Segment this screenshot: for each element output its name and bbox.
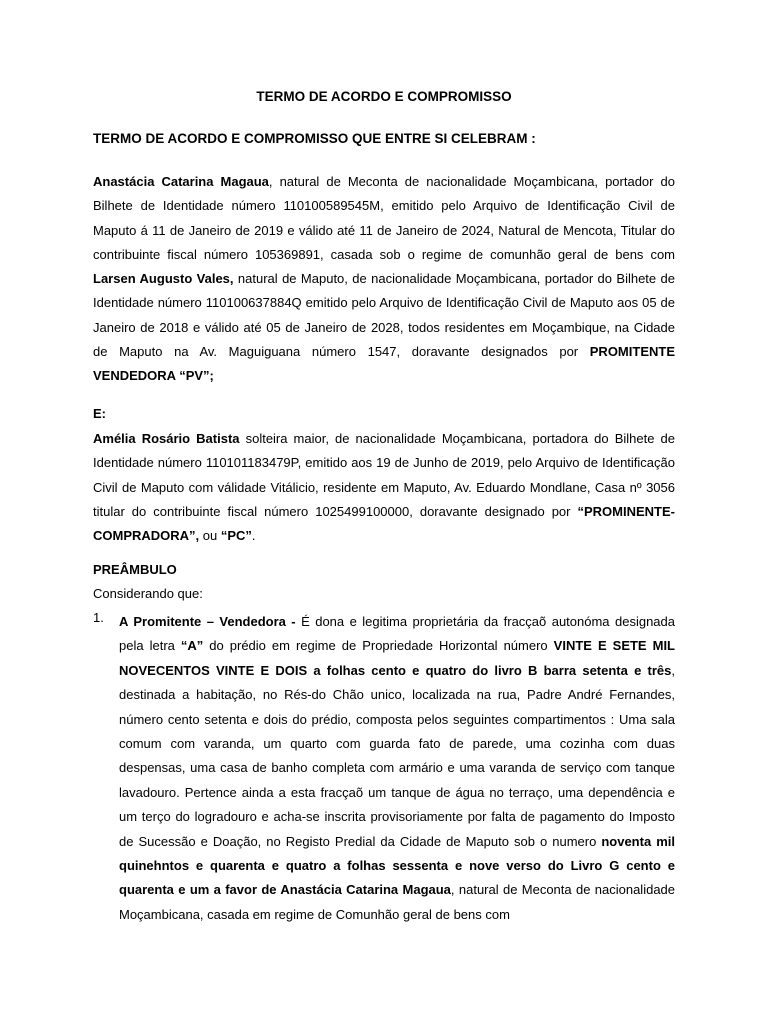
item1-bold1: VINTE E SETE MIL NOVECENTOS VINTE E DOIS a folhas cento e quatro do livro B barra setenta e três bbox=[119, 638, 675, 678]
document-title: TERMO DE ACORDO E COMPROMISSO bbox=[256, 89, 512, 104]
party1-text1: , natural de Meconta de nacionalidade Moçambicana, portador do Bilhete de Identidade número 110100589545M, emitido pelo Arquivo de Identificação Civil de Maputo á 11 de Janeiro de 2019 e válido até 11 de Janeiro de 2024, Natural de Mencota, Titular do contribuinte fiscal número 105369891, casada sob o regime de comunhão geral de bens com bbox=[93, 174, 675, 262]
considering-label: Considerando que: bbox=[93, 586, 203, 601]
item1-lead: A Promitente – Vendedora - bbox=[119, 614, 296, 629]
party2-paragraph bbox=[93, 427, 675, 548]
party2-designation: “PROMINENTE-COMPRADORA”, bbox=[93, 503, 675, 544]
document-subtitle: TERMO DE ACORDO E COMPROMISSO QUE ENTRE SI CELEBRAM : bbox=[93, 131, 536, 146]
item1-text2: do prédio em regime de Propriedade Horizontal número bbox=[203, 638, 554, 654]
party2-text2: ou bbox=[199, 528, 221, 544]
item1-text1: É dona e legitima proprietária da fracçaõ autonóma designada pela letra bbox=[119, 614, 675, 654]
party2-end: . bbox=[251, 528, 256, 544]
party2-name: Amélia Rosário Batista bbox=[93, 431, 240, 446]
party2-abbr: “PC” bbox=[220, 528, 252, 544]
list-item-number: 1. bbox=[93, 610, 104, 625]
item1-letter: “A” bbox=[180, 638, 204, 654]
party1-paragraph bbox=[93, 170, 675, 389]
item1-text3: , destinada a habitação, no Rés-do Chão unico, localizada na rua, Padre André Fernandes, número cento setenta e dois do prédio, composta pelos seguintes compartimentos : Uma sala comum com varanda, um quarto com guarda fato de parede, uma cozinha com duas despensas, uma casa de banho completa com armário e uma varanda de serviço com tanque lavadouro. Pertence ainda a esta fracçaõ um tanque de água no terraço, uma dependência e um terço do logradouro e acha-se inscrita provisoriamente por falta de pagamento do Imposto de Sucessão e Doação, no Registo Predial da Cidade de Maputo sob o numero bbox=[119, 662, 675, 849]
party1-name: Anastácia Catarina Magaua bbox=[93, 174, 269, 189]
party1-text2: natural de Maputo, de nacionalidade Moçambicana, portador do Bilhete de Identidade número 110100637884Q emitido pelo Arquivo de Identificação Civil de Maputo aos 05 de Janeiro de 2018 e válido até 05 de Janeiro de 2028, todos residentes em Moçambique, na Cidade de Maputo na Av. Maguiguana número 1547, doravante designados por bbox=[93, 271, 676, 360]
item1-bold2: noventa mil quinehntos e quarenta e quatro a folhas sessenta e nove verso do Livro G cento e quarenta e um a favor de Anastácia Catarina Magaua bbox=[119, 833, 675, 898]
party1-spouse: Larsen Augusto Vales, bbox=[93, 271, 234, 287]
separator-label: E: bbox=[93, 406, 106, 421]
preamble-heading: PREÂMBULO bbox=[93, 562, 177, 577]
party2-text1: solteira maior, de nacionalidade Moçambicana, portadora do Bilhete de Identidade número 110101183479P, emitido aos 19 de Junho de 2019, pelo Arquivo de Identificação Civil de Maputo com válidade Vitálicio, residente em Maputo, Av. Eduardo Mondlane, Casa nº 3056 titular do contribuinte fiscal número 1025499100000, doravante designado por bbox=[93, 431, 675, 519]
list-item-body bbox=[119, 610, 675, 927]
item1-text4: , natural de Meconta de nacionalidade Moçambicana, casada em regime de Comunhão geral de bens com bbox=[119, 882, 676, 922]
party1-designation: PROMITENTE VENDEDORA “PV”; bbox=[93, 344, 675, 384]
